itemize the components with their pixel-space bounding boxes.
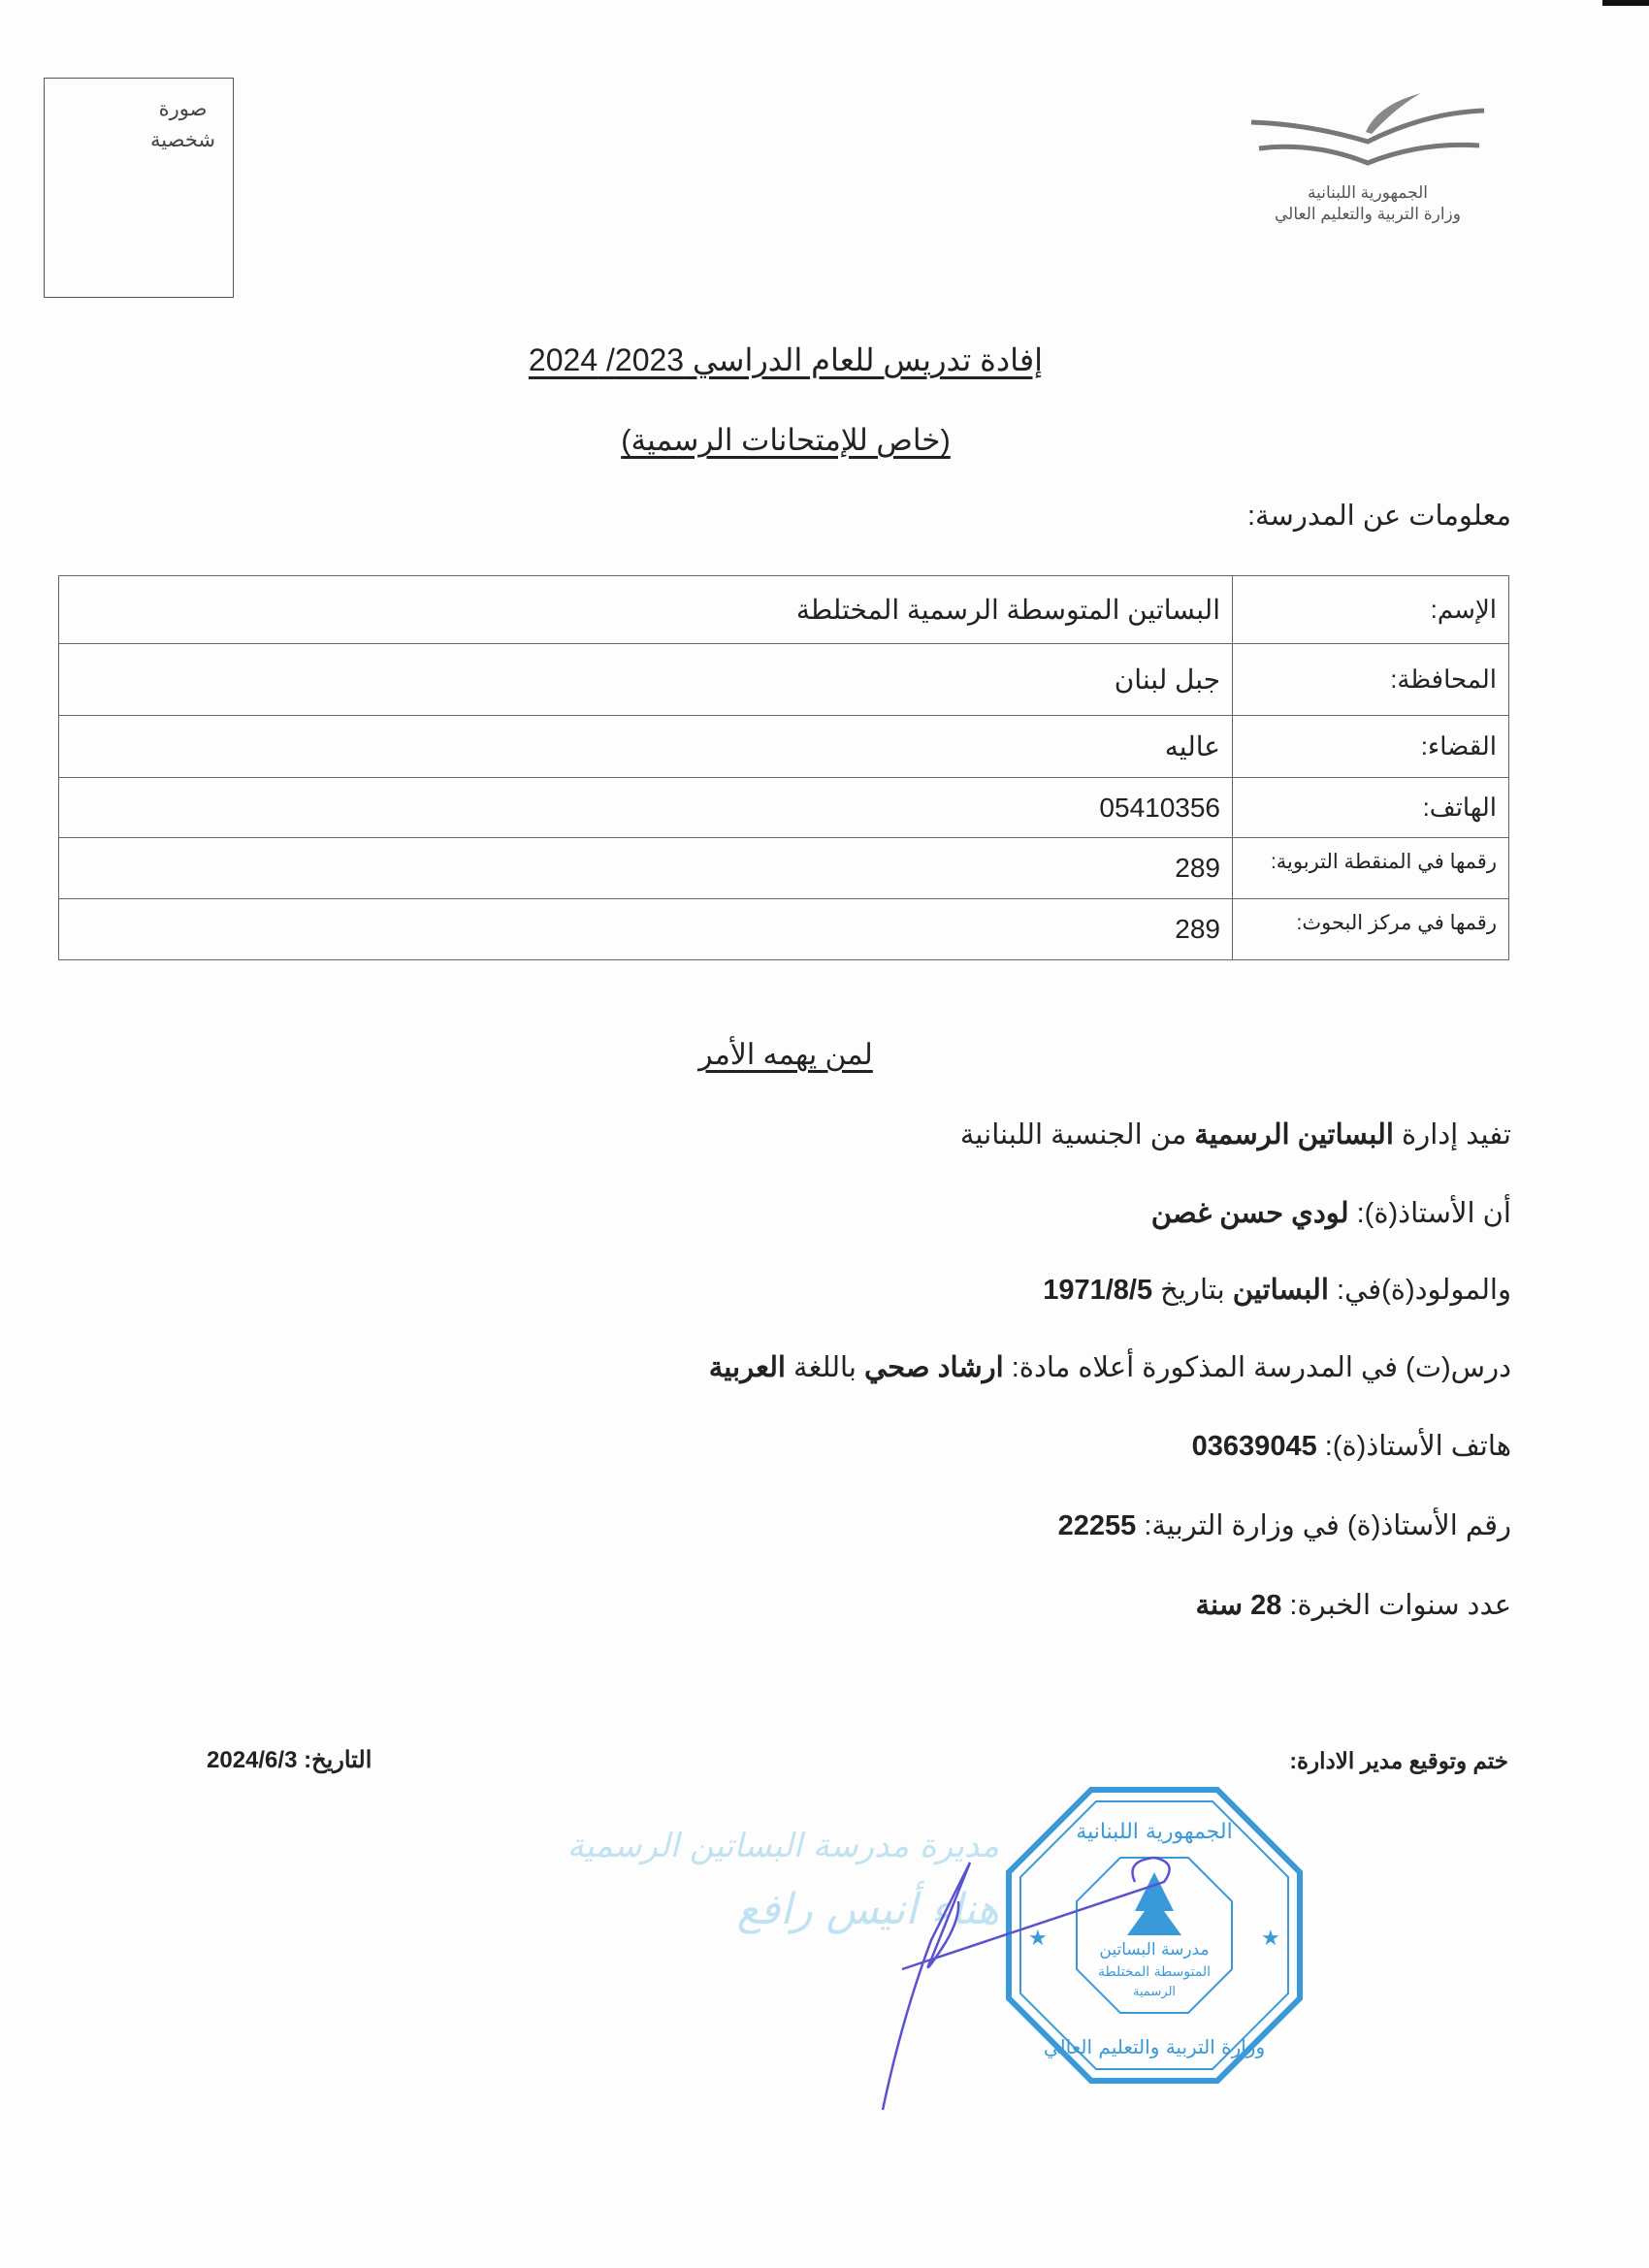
logo-ministry-text: وزارة التربية والتعليم العالي (1275, 205, 1461, 223)
document-subtitle (0, 423, 1571, 458)
row-label: رقمها في مركز البحوث: (1233, 899, 1509, 960)
photo-label-line1: صورة (158, 98, 208, 120)
text: درس(ت) في المدرسة المذكورة أعلاه مادة: (1003, 1352, 1511, 1383)
row-label: رقمها في المنقطة التربوية: (1233, 838, 1509, 899)
row-value: عاليه (59, 716, 1233, 778)
stamp-inner-1: مدرسة البساتين (1099, 1940, 1210, 1960)
school-info-table (58, 575, 1509, 960)
years-experience: 28 سنة (1195, 1590, 1282, 1621)
text: رقم الأستاذ(ة) في وزارة التربية: (1136, 1510, 1511, 1541)
row-value: 289 (59, 899, 1233, 960)
stamp-outer-top: الجمهورية اللبنانية (1076, 1820, 1233, 1844)
text: هاتف الأستاذ(ة): (1316, 1431, 1511, 1462)
row-value: البساتين المتوسطة الرسمية المختلطة (59, 576, 1233, 644)
table-row (59, 899, 1509, 960)
logo-republic-text: الجمهورية اللبنانية (1307, 183, 1429, 202)
subtitle-text: (خاص للإمتحانات الرسمية) (621, 423, 951, 457)
scan-edge-mark (1602, 0, 1649, 6)
row-value: 289 (59, 838, 1233, 899)
text: أن الأستاذ(ة): (1348, 1198, 1511, 1229)
photo-label-line2: شخصية (150, 129, 215, 151)
body-line-administration (960, 1118, 1511, 1151)
teacher-name: لودي حسن غصن (1150, 1198, 1349, 1229)
table-row (59, 716, 1509, 778)
body-line-teacher (1151, 1196, 1511, 1230)
text: بتاريخ (1152, 1275, 1233, 1306)
personal-photo-box (44, 78, 234, 298)
row-label: القضاء: (1233, 716, 1509, 778)
text: عدد سنوات الخبرة: (1281, 1590, 1511, 1621)
document-title (0, 341, 1571, 378)
ministry-number: 22255 (1057, 1510, 1137, 1541)
row-label: المحافظة: (1233, 644, 1509, 716)
director-title: مديرة مدرسة البساتين الرسمية (566, 1827, 999, 1865)
handwritten-signature (844, 1843, 1212, 2134)
row-label: الهاتف: (1233, 778, 1509, 838)
table-row (59, 576, 1509, 644)
text: من الجنسية اللبنانية (959, 1119, 1195, 1150)
birth-date: 1971/8/5 (1043, 1275, 1153, 1306)
date-value: 2024/6/3 (207, 1747, 298, 1773)
school-name: البساتين الرسمية (1194, 1119, 1394, 1150)
birth-place: البساتين (1232, 1275, 1329, 1306)
subject: ارشاد صحي (864, 1352, 1004, 1383)
signature-label: ختم وتوقيع مدير الادارة: (1289, 1748, 1508, 1773)
body-line-subject (709, 1350, 1511, 1384)
body-line-ministry-number (1058, 1508, 1511, 1542)
row-label: الإسم: (1233, 576, 1509, 644)
director-name: هناء أنيس رافع (736, 1885, 999, 1934)
star-icon: ★ (1261, 1927, 1280, 1951)
open-book-logo-icon (1242, 85, 1494, 182)
body-line-birth (1043, 1273, 1511, 1307)
language: العربية (708, 1352, 786, 1383)
table-row (59, 778, 1509, 838)
to-whom-heading (0, 1038, 1571, 1072)
row-value: 05410356 (59, 778, 1233, 838)
stamp-inner-3: الرسمية (1132, 1985, 1177, 1999)
text: تفيد إدارة (1393, 1119, 1511, 1150)
school-info-heading: معلومات عن المدرسة: (1246, 501, 1511, 532)
table-row (59, 644, 1509, 716)
date-label: التاريخ: (297, 1747, 372, 1773)
to-whom-text: لمن يهمه الأمر (698, 1039, 873, 1071)
row-value: جبل لبنان (59, 644, 1233, 716)
star-icon: ★ (1028, 1927, 1048, 1951)
body-line-experience (1195, 1588, 1511, 1622)
photo-label (150, 94, 215, 156)
title-text: إفادة تدريس للعام الدراسي 2023/ 2024 (528, 342, 1044, 377)
body-line-phone (1192, 1429, 1511, 1463)
stamp-inner-2: المتوسطة المختلطة (1097, 1964, 1212, 1980)
text: باللغة (786, 1352, 864, 1383)
date (207, 1746, 372, 1774)
teacher-phone: 03639045 (1191, 1431, 1317, 1462)
stamp-outer-bottom: وزارة التربية والتعليم العالي (1043, 2035, 1266, 2058)
text: والمولود(ة)في: (1328, 1275, 1511, 1306)
ministry-logo (1232, 85, 1504, 241)
table-row (59, 838, 1509, 899)
